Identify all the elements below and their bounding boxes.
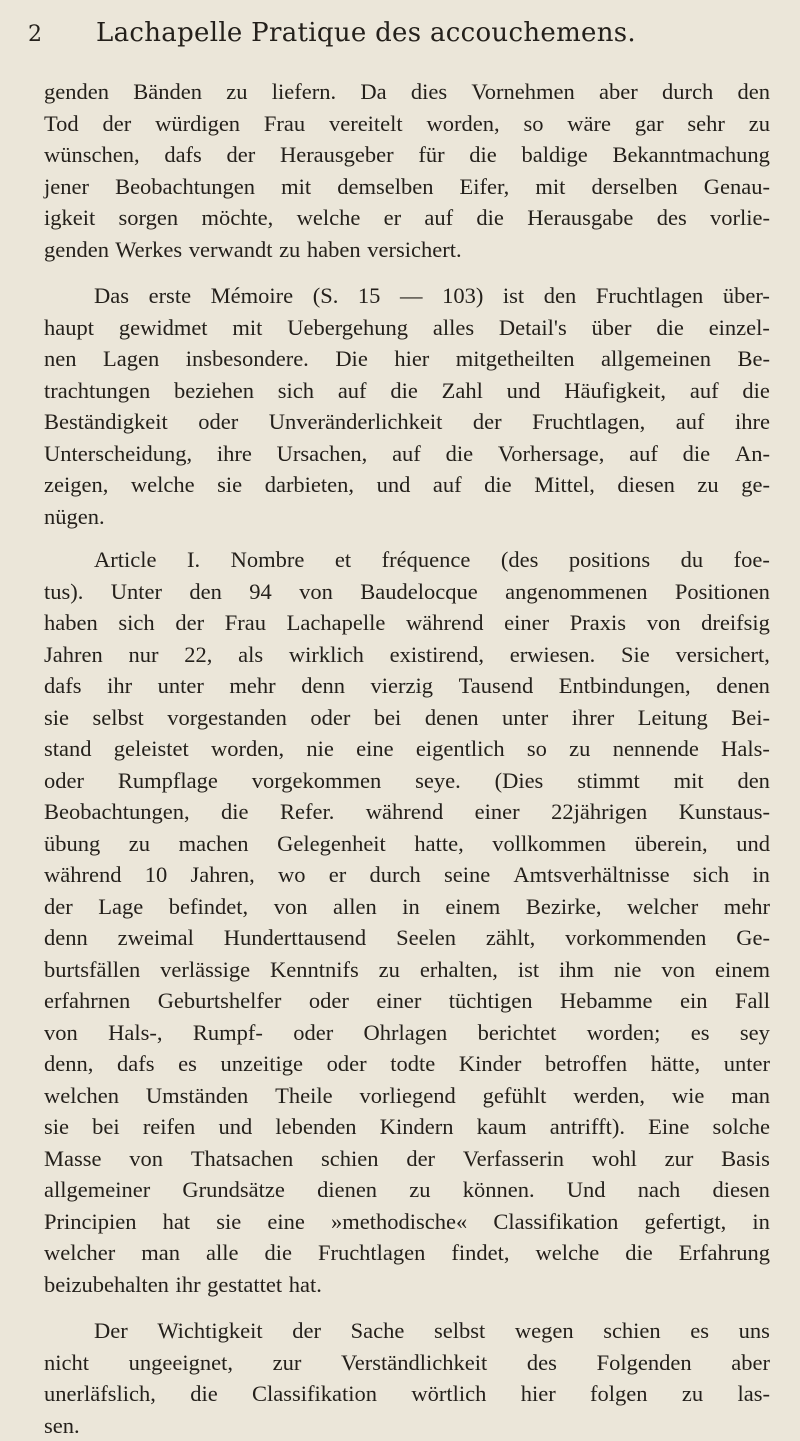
text-line: igkeit sorgen möchte, welche er auf die Herausgabe des vorlie- [44, 202, 770, 234]
paragraph-2 [44, 280, 770, 532]
paragraph-1 [44, 76, 770, 265]
text-line: genden Werkes verwandt zu haben versichert. [44, 234, 770, 266]
text-line: welchen Umständen Theile vorliegend gefühlt werden, wie man [44, 1080, 770, 1112]
paragraph-4 [44, 1315, 770, 1441]
text-line: jener Beobachtungen mit demselben Eifer, mit derselben Genau- [44, 171, 770, 203]
text-line: Jahren nur 22, als wirklich existirend, erwiesen. Sie versichert, [44, 639, 770, 671]
text-line: nügen. [44, 501, 770, 533]
text-line: sie selbst vorgestanden oder bei denen unter ihrer Leitung Bei- [44, 702, 770, 734]
text-line: oder Rumpflage vorgekommen seye. (Dies stimmt mit den [44, 765, 770, 797]
text-line: beizubehalten ihr gestattet hat. [44, 1269, 770, 1301]
text-line: haupt gewidmet mit Uebergehung alles Detail's über die einzel- [44, 312, 770, 344]
text-line: von Hals-, Rumpf- oder Ohrlagen berichtet worden; es sey [44, 1017, 770, 1049]
text-line: burtsfällen verlässige Kenntnifs zu erhalten, ist ihm nie von einem [44, 954, 770, 986]
text-line: allgemeiner Grundsätze dienen zu können. Und nach diesen [44, 1174, 770, 1206]
text-line: Masse von Thatsachen schien der Verfasserin wohl zur Basis [44, 1143, 770, 1175]
text-line: Tod der würdigen Frau vereitelt worden, so wäre gar sehr zu [44, 108, 770, 140]
text-line: welcher man alle die Fruchtlagen findet, welche die Erfahrung [44, 1237, 770, 1269]
text-line: trachtungen beziehen sich auf die Zahl und Häufigkeit, auf die [44, 375, 770, 407]
text-line: tus). Unter den 94 von Baudelocque angenommenen Positionen [44, 576, 770, 608]
running-title: Lachapelle Pratique des accouchemens. [96, 18, 636, 48]
text-line: denn, dafs es unzeitige oder todte Kinder betroffen hätte, unter [44, 1048, 770, 1080]
text-line: wünschen, dafs der Herausgeber für die baldige Bekanntmachung [44, 139, 770, 171]
text-line: denn zweimal Hunderttausend Seelen zählt, vorkommenden Ge- [44, 922, 770, 954]
text-line: Principien hat sie eine »methodische« Classifikation gefertigt, in [44, 1206, 770, 1238]
text-line: Article I. Nombre et fréquence (des positions du foe- [44, 544, 770, 576]
text-line: Beständigkeit oder Unveränderlichkeit der Fruchtlagen, auf ihre [44, 406, 770, 438]
text-line: dafs ihr unter mehr denn vierzig Tausend Entbindungen, denen [44, 670, 770, 702]
body-text [44, 76, 770, 1441]
page-header [44, 18, 770, 62]
text-line: nen Lagen insbesondere. Die hier mitgetheilten allgemeinen Be- [44, 343, 770, 375]
text-line: genden Bänden zu liefern. Da dies Vornehmen aber durch den [44, 76, 770, 108]
text-line: Beobachtungen, die Refer. während einer 22jährigen Kunstaus- [44, 796, 770, 828]
text-line: Der Wichtigkeit der Sache selbst wegen schien es uns [44, 1315, 770, 1347]
text-line: haben sich der Frau Lachapelle während einer Praxis von dreifsig [44, 607, 770, 639]
page-number: 2 [28, 22, 88, 47]
text-line: übung zu machen Gelegenheit hatte, vollkommen überein, und [44, 828, 770, 860]
text-line: der Lage befindet, von allen in einem Bezirke, welcher mehr [44, 891, 770, 923]
text-line: Das erste Mémoire (S. 15 — 103) ist den Fruchtlagen über- [44, 280, 770, 312]
text-line: sen. [44, 1410, 770, 1441]
text-line: nicht ungeeignet, zur Verständlichkeit des Folgenden aber [44, 1347, 770, 1379]
text-line: während 10 Jahren, wo er durch seine Amtsverhältnisse sich in [44, 859, 770, 891]
text-line: zeigen, welche sie darbieten, und auf die Mittel, diesen zu ge- [44, 469, 770, 501]
text-line: Unterscheidung, ihre Ursachen, auf die Vorhersage, auf die An- [44, 438, 770, 470]
paragraph-3 [44, 544, 770, 1300]
text-line: sie bei reifen und lebenden Kindern kaum antrifft). Eine solche [44, 1111, 770, 1143]
text-line: erfahrnen Geburtshelfer oder einer tüchtigen Hebamme ein Fall [44, 985, 770, 1017]
text-line: unerläfslich, die Classifikation wörtlich hier folgen zu las- [44, 1378, 770, 1410]
text-line: stand geleistet worden, nie eine eigentlich so zu nennende Hals- [44, 733, 770, 765]
